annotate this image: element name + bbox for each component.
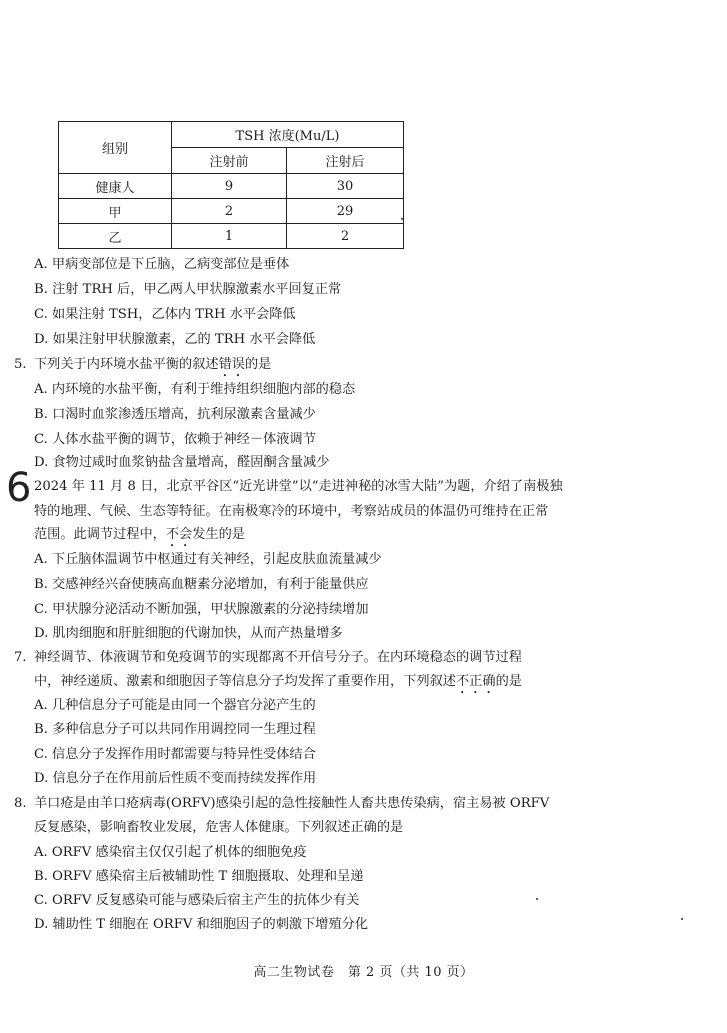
- cell-after: 2: [287, 224, 404, 249]
- q4-option-d: D. 如果注射甲状腺激素，乙的 TRH 水平会降低: [34, 332, 316, 347]
- q5-option-c: C. 人体水盐平衡的调节，依赖于神经－体液调节: [34, 432, 316, 447]
- q7-option-b: B. 多种信息分子可以共同作用调控同一生理过程: [34, 722, 316, 737]
- cell-before: 2: [172, 199, 287, 224]
- q8-stem-line1: 8. 羊口疮是由羊口疮病毒(ORFV)感染引起的急性接触性人畜共患传染病，宿主易被 ORFV: [14, 794, 549, 814]
- q5-number: 5.: [14, 357, 27, 372]
- q8-number: 8.: [14, 796, 27, 811]
- cell-group: 乙: [59, 224, 172, 249]
- scan-speck: [401, 218, 403, 220]
- q4-option-b: B. 注射 TRH 后，甲乙两人甲状腺激素水平回复正常: [34, 282, 342, 297]
- q8-stem-line2: 反复感染，影响畜牧业发展，危害人体健康。下列叙述正确的是: [34, 820, 404, 835]
- q7-emphasis: 不正确: [456, 674, 496, 689]
- header-after: 注射后: [287, 148, 404, 174]
- q7-option-a: A. 几种信息分子可能是由同一个器官分泌产生的: [34, 698, 316, 713]
- cell-after: 29: [287, 199, 404, 224]
- q6-emphasis: 不会: [165, 527, 193, 542]
- header-tsh: TSH 浓度(Mu/L): [172, 122, 404, 148]
- q6-stem-line2: 特的地理、气候、生态等特征。在南极寒冷的环境中，考察站成员的体温仍可维持在正常: [34, 504, 549, 519]
- tsh-table: [58, 121, 404, 249]
- q6-number: 6: [6, 465, 32, 511]
- q5-option-b: B. 口渴时血浆渗透压增高，抗利尿激素含量减少: [34, 407, 316, 422]
- q4-option-c: C. 如果注射 TSH，乙体内 TRH 水平会降低: [34, 307, 296, 322]
- q5-emphasis: 错误: [218, 357, 245, 372]
- q6-option-b: B. 交感神经兴奋使胰高血糖素分泌增加，有利于能量供应: [34, 577, 369, 592]
- q7-option-c: C. 信息分子发挥作用时都需要与特异性受体结合: [34, 747, 316, 762]
- table-row: [59, 174, 404, 199]
- q7-stem-line2: 中，神经递质、激素和细胞因子等信息分子均发挥了重要作用，下列叙述不正确的是: [34, 674, 522, 689]
- q6-option-a: A. 下丘脑体温调节中枢通过有关神经，引起皮肤血流量减少: [34, 552, 382, 567]
- q6-stem-line3: 范围。此调节过程中，不会发生的是: [34, 527, 245, 542]
- q7-stem-line1: 7. 神经调节、体液调节和免疫调节的实现都离不开信号分子。在内环境稳态的调节过程: [14, 648, 522, 668]
- q7-number: 7.: [14, 650, 27, 665]
- q6-stem-line1: 2024 年 11 月 8 日，北京平谷区“近光讲堂”以“走进神秘的冰雪大陆”为题，介绍了南极独: [34, 479, 563, 494]
- q6-option-d: D. 肌肉细胞和肝脏细胞的代谢加快，从而产热量增多: [34, 626, 343, 641]
- q4-option-a: A. 甲病变部位是下丘脑，乙病变部位是垂体: [34, 257, 290, 272]
- table-row: [59, 224, 404, 249]
- cell-group: 甲: [59, 199, 172, 224]
- cell-group: 健康人: [59, 174, 172, 199]
- q7-option-d: D. 信息分子在作用前后性质不变而持续发挥作用: [34, 771, 317, 786]
- scan-speck: [536, 898, 538, 900]
- q6-option-c: C. 甲状腺分泌活动不断加强，甲状腺激素的分泌持续增加: [34, 602, 369, 617]
- q8-option-c: C. ORFV 反复感染可能与感染后宿主产生的抗体少有关: [34, 893, 360, 908]
- q5-stem: 5. 下列关于内环境水盐平衡的叙述错误的是: [14, 355, 271, 380]
- page-footer: 高二生物试卷 第 2 页（共 10 页）: [253, 965, 474, 980]
- header-before: 注射前: [172, 148, 287, 174]
- cell-after: 30: [287, 174, 404, 199]
- cell-before: 1: [172, 224, 287, 249]
- q5-option-a: A. 内环境的水盐平衡，有利于维持组织细胞内部的稳态: [34, 382, 356, 397]
- q8-option-a: A. ORFV 感染宿主仅仅引起了机体的细胞免疫: [34, 845, 307, 860]
- q8-option-b: B. ORFV 感染宿主后被辅助性 T 细胞摄取、处理和呈递: [34, 869, 364, 884]
- q5-option-d: D. 食物过咸时血浆钠盐含量增高，醛固酮含量减少: [34, 455, 330, 470]
- table-row: [59, 199, 404, 224]
- scan-speck: [681, 918, 683, 920]
- cell-before: 9: [172, 174, 287, 199]
- header-group: 组别: [59, 122, 172, 174]
- q8-option-d: D. 辅助性 T 细胞在 ORFV 和细胞因子的刺激下增殖分化: [34, 917, 369, 932]
